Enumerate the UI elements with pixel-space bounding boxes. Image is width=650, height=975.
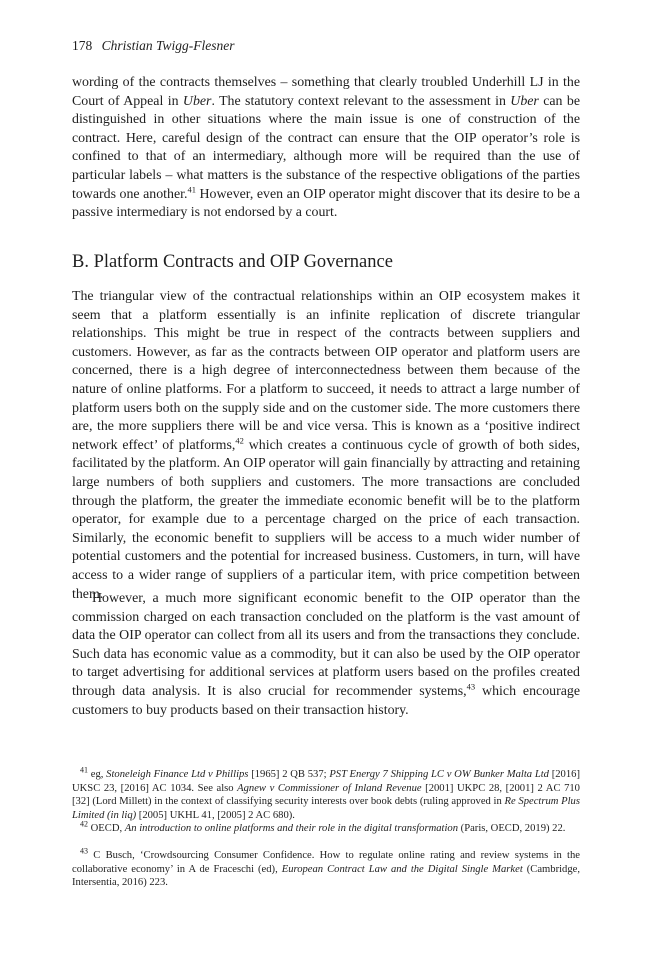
text-run: [2005] UKHL 41, [2005] 2 AC 680). [136,809,295,821]
text-run: which creates a continuous cycle of growth of both sides, facilitated by the platform. An OIP operator will gain financially by attracting and retaining large numbers of both suppliers and customers. The more transactions are concluded through the platform, the greater the immediate economic benefit will be to the platform operator, for example due to a percentage charged on the price of each transaction. Similarly, the economic benefit to suppliers will be access to a much wider number of potential customers and the potential for increased business. Customers, in turn, will have access to a wider range of suppliers of a particular item, with price competition between them. [72,437,580,602]
text-run: eg, [88,769,107,780]
running-head [72,38,235,54]
footnote-41 [72,765,580,822]
text-run: (Cambridge, Intersentia, 2016) 223. [72,863,581,889]
text-run: wording of the contracts themselves – something that clearly troubled Underhill LJ in the Court of Appeal in [72,75,580,109]
text-run: C Busch, ‘Crowdsourcing Consumer Confidence. How to regulate online rating and review systems in the collaborative economy’ in A de Fraceschi (ed), [72,850,580,875]
page-number: 178 [72,38,93,53]
publication-title: European Contract Law and the Digital Single Market [281,863,523,875]
case-name: Re Spectrum Plus Limited (in liq) [72,796,580,821]
case-name: Stoneleigh Finance Ltd v Phillips [106,769,249,780]
footnote-ref-42[interactable]: 42 [235,435,244,446]
case-name: Uber [510,93,539,109]
footnote-number: 41 [80,765,88,775]
text-run: [1965] 2 QB 537; [248,769,330,780]
footnote-number: 42 [80,819,88,829]
text-run: OECD, [88,823,125,834]
section-heading: B. Platform Contracts and OIP Governance [72,252,393,272]
footnote-number: 43 [80,846,88,856]
text-run: [2001] UKPC 28, [2001] 2 AC 710 [32] (Lord Millett) in the context of classifying security interests over book debts (ruling approved in [72,782,580,808]
publication-title: An introduction to online platforms and their role in the digital transformation [124,823,459,834]
case-name: Uber [182,93,212,109]
text-run: . The statutory context relevant to the assessment in [211,93,511,109]
text-run: The triangular view of the contractual relationships within an OIP ecosystem makes it seem that a platform essentially is an infinite replication of discrete triangular relationships. This might be true in respect of the contracts between suppliers and customers. However, as far as the contracts between OIP operator and platform users are concerned, there is a high degree of interconnectedness between them because of the nature of online platforms. For a platform to succeed, it needs to attract a large number of platform users both on the supply side and on the customer side. The more customers there are, the more suppliers there will be and vice versa. This is known as a ‘positive indirect network effect’ of platforms, [72,289,580,453]
running-author: Christian Twigg-Flesner [101,38,235,53]
text-run: However, a much more significant economic benefit to the OIP operator than the commission charged on each transaction concluded on the platform is the vast amount of data the OIP operator can collect from all its users and from the transactions they conclude. Such data has economic value as a commodity, but it can also be used by the OIP operator to target advertising for additional services at platform users based on the profiles created through data analysis. It is also crucial for recommender systems, [72,591,580,699]
case-name: PST Energy 7 Shipping LC v OW Bunker Malta Ltd [329,769,549,780]
text-run: can be distinguished in other situations where the main issue is one of construction of the contract. Here, careful design of the contract can ensure that the OIP operator’s role is confined to that of an intermediary, although more will be required than the use of particular labels – what matters is the substance of the respective obligations of the parties towards one another. [72,93,580,202]
body-paragraph [72,288,580,604]
footnote-43 [72,846,581,890]
text-run: [2016] UKSC 23, [2016] AC 1034. See also [72,769,580,794]
footnote-ref-41[interactable]: 41 [187,183,196,194]
text-run: However, even an OIP operator might discover that its desire to be a passive intermediary is not endorsed by a court. [72,186,580,221]
body-paragraph [72,590,580,720]
case-name: Agnew v Commissioner of Inland Revenue [237,782,422,794]
body-paragraph-continued [72,74,580,223]
text-run: (Paris, OECD, 2019) 22. [458,823,566,834]
footnote-ref-43[interactable]: 43 [466,681,476,692]
text-run: which encourage customers to buy products based on their transaction history. [72,683,580,718]
footnote-42 [72,819,580,836]
